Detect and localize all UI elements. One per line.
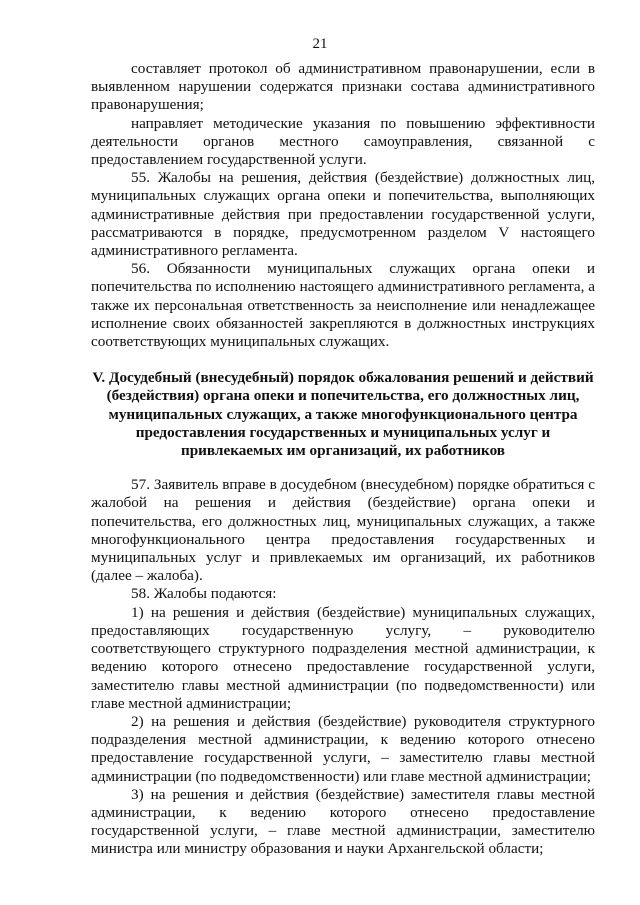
list-item-3: 3) на решения и действия (бездействие) заместителя главы местной администрации, к ведению которого отнесено предоставление государственной услуги, – главе местной администрации, заместителю министра или министру образования и науки Архангельской области; [91, 785, 595, 858]
list-item-2: 2) на решения и действия (бездействие) руководителя структурного подразделения местной администрации, к ведению которого отнесено предоставление государственной услуги, – заместителю главы местной администрации (по подведомственности) или главе местной администрации; [91, 712, 595, 785]
paragraph-58: 58. Жалобы подаются: [131, 585, 277, 603]
paragraph-55: 55. Жалобы на решения, действия (бездействие) должностных лиц, муниципальных служащих органа опеки и попечительства, выполняющих административные действия при предоставлении государственной услуги, рассматриваются в порядке, предусмотренном разделом V настоящего административного регламента. [91, 169, 595, 260]
section-heading: V. Досудебный (внесудебный) порядок обжалования решений и действий (бездействия) органа опеки и попечительства, его должностных лиц, муниципальных служащих, а также многофункционального центра предоставления государственных и муниципальных услуг и привлекаемых им организаций, их работников [92, 369, 594, 460]
paragraph-guidance: направляет методические указания по повышению эффективности деятельности органов местного самоуправления, связанной с предоставлением государственной услуги. [91, 114, 595, 169]
page-content [91, 60, 595, 859]
paragraph-56: 56. Обязанности муниципальных служащих органа опеки и попечительства по исполнению настоящего административного регламента, а также их персональная ответственность за неисполнение или ненадлежащее исполнение своих обязанностей закрепляются в должностных инструкциях соответствующих муниципальных служащих. [91, 260, 595, 351]
page-number: 21 [312, 36, 328, 52]
list-item-1: 1) на решения и действия (бездействие) муниципальных служащих, предоставляющих государственную услугу, – руководителю соответствующего структурного подразделения местной администрации, к ведению которого отнесено предоставление государственной услуги, заместителю главы местной администрации (по подведомственности) или главе местной администрации; [91, 603, 595, 712]
spacer [91, 351, 595, 369]
paragraph-57: 57. Заявитель вправе в досудебном (внесудебном) порядке обратиться с жалобой на решения и действия (бездействие) органа опеки и попечительства, его должностных лиц, муниципальных служащих, а также многофункционального центра предоставления государственных и муниципальных услуг и привлекаемых им организаций, их работников (далее – жалоба). [91, 476, 595, 585]
paragraph-protocol: составляет протокол об административном правонарушении, если в выявленном нарушении содержатся признаки состава административного правонарушения; [91, 60, 595, 114]
